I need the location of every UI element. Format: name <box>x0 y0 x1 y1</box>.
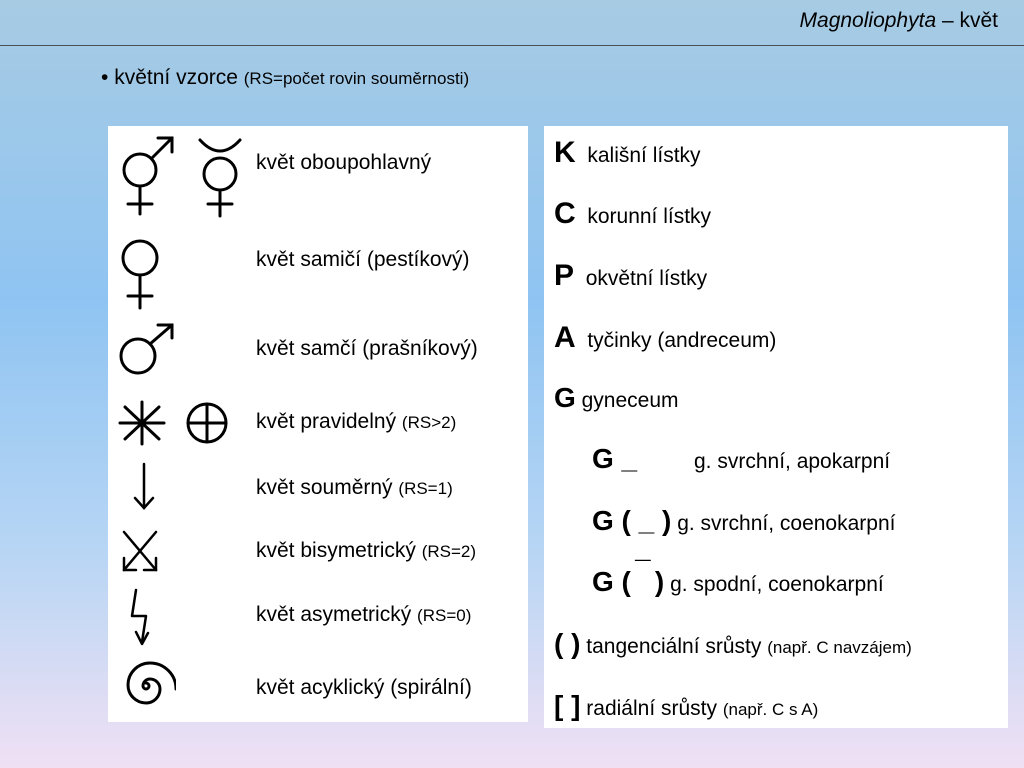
header-bar <box>0 0 1024 46</box>
legend-text: tyčinky (andreceum) <box>587 329 777 352</box>
legend-row-gynoecium <box>554 382 679 414</box>
legend-text: kališní lístky <box>587 144 701 167</box>
formula-legend-panel <box>544 126 1008 728</box>
legend-text: gyneceum <box>581 389 679 412</box>
male-icon <box>116 322 178 378</box>
item-label: květ samčí (prašníkový) <box>256 337 478 360</box>
symbol-g-close: ) <box>654 566 665 597</box>
legend-text: okvětní lístky <box>585 267 708 290</box>
female-icon <box>116 236 164 310</box>
bullet-note: (RS=počet rovin souměrnosti) <box>243 69 470 88</box>
legend-row-g-superior-coeno <box>592 505 895 537</box>
title-taxon: Magnoliophyta <box>799 9 937 32</box>
legend-text: g. svrchní, apokarpní <box>694 450 891 473</box>
legend-row-androecium <box>554 321 776 355</box>
list-item-male <box>256 337 478 361</box>
letter-k: K <box>554 136 576 169</box>
crossed-arrows-icon <box>118 528 162 574</box>
item-note: (RS>2) <box>401 413 457 432</box>
slide-title <box>800 9 998 33</box>
item-label: květ bisymetrický <box>256 539 416 562</box>
flower-symbols-panel <box>108 126 528 722</box>
legend-row-corolla <box>554 197 711 231</box>
list-item-asymmetric <box>256 603 471 627</box>
zigzag-arrow-icon <box>126 588 156 648</box>
legend-row-calyx <box>554 136 701 170</box>
legend-row-radial <box>554 690 818 722</box>
legend-text: korunní lístky <box>587 205 712 228</box>
down-arrow-icon <box>130 462 158 512</box>
legend-text: g. spodní, coenokarpní <box>670 573 884 596</box>
symbol-g-apocarpous: G _ <box>592 443 638 474</box>
legend-row-g-apocarpous <box>592 443 890 475</box>
spiral-icon <box>116 656 176 716</box>
list-item-bisymmetric <box>256 539 476 563</box>
bullet-marker: • <box>101 66 109 89</box>
legend-note: (např. C navzájem) <box>767 638 912 657</box>
bullet-heading <box>101 66 469 90</box>
list-item-regular <box>256 410 456 434</box>
legend-note: (např. C s A) <box>722 700 819 719</box>
letter-g: G <box>554 382 576 413</box>
legend-row-perianth <box>554 259 707 293</box>
item-label: květ samičí (pestíkový) <box>256 248 470 271</box>
legend-row-g-inferior-coeno <box>592 556 884 598</box>
item-label: květ acyklický (spirální) <box>256 676 472 699</box>
legend-text: radiální srůsty <box>586 697 717 720</box>
list-item-acyclic <box>256 676 472 700</box>
hermaphrodite-male-icon <box>116 134 178 218</box>
legend-text: g. svrchní, coenokarpní <box>677 512 896 535</box>
item-note: (RS=0) <box>417 606 472 625</box>
asterisk-star-icon <box>116 400 168 446</box>
letter-p: P <box>554 259 575 292</box>
item-label: květ asymetrický <box>256 603 412 626</box>
legend-row-tangential <box>554 628 912 660</box>
bullet-main: květní vzorce <box>114 66 238 89</box>
item-label: květ pravidelný <box>256 410 397 433</box>
symbol-overbar: ¯ <box>635 556 651 587</box>
circle-plus-icon <box>185 401 229 445</box>
letter-a: A <box>554 321 576 354</box>
item-label: květ oboupohlavný <box>256 151 432 174</box>
list-item-female <box>256 248 470 272</box>
letter-c: C <box>554 197 576 230</box>
symbol-parentheses: ( ) <box>554 628 581 659</box>
list-item-hermaphrodite <box>256 151 431 175</box>
item-label: květ souměrný <box>256 476 393 499</box>
item-note: (RS=1) <box>398 479 453 498</box>
hermaphrodite-mercury-icon <box>194 136 246 220</box>
symbol-brackets: [ ] <box>554 690 581 721</box>
legend-text: tangenciální srůsty <box>586 635 762 658</box>
symbol-g-open: G ( <box>592 566 631 597</box>
item-note: (RS=2) <box>421 542 477 561</box>
title-rest: – květ <box>936 9 998 32</box>
list-item-zygomorphic <box>256 476 453 500</box>
symbol-g-superior-coeno: G ( _ ) <box>592 505 672 536</box>
